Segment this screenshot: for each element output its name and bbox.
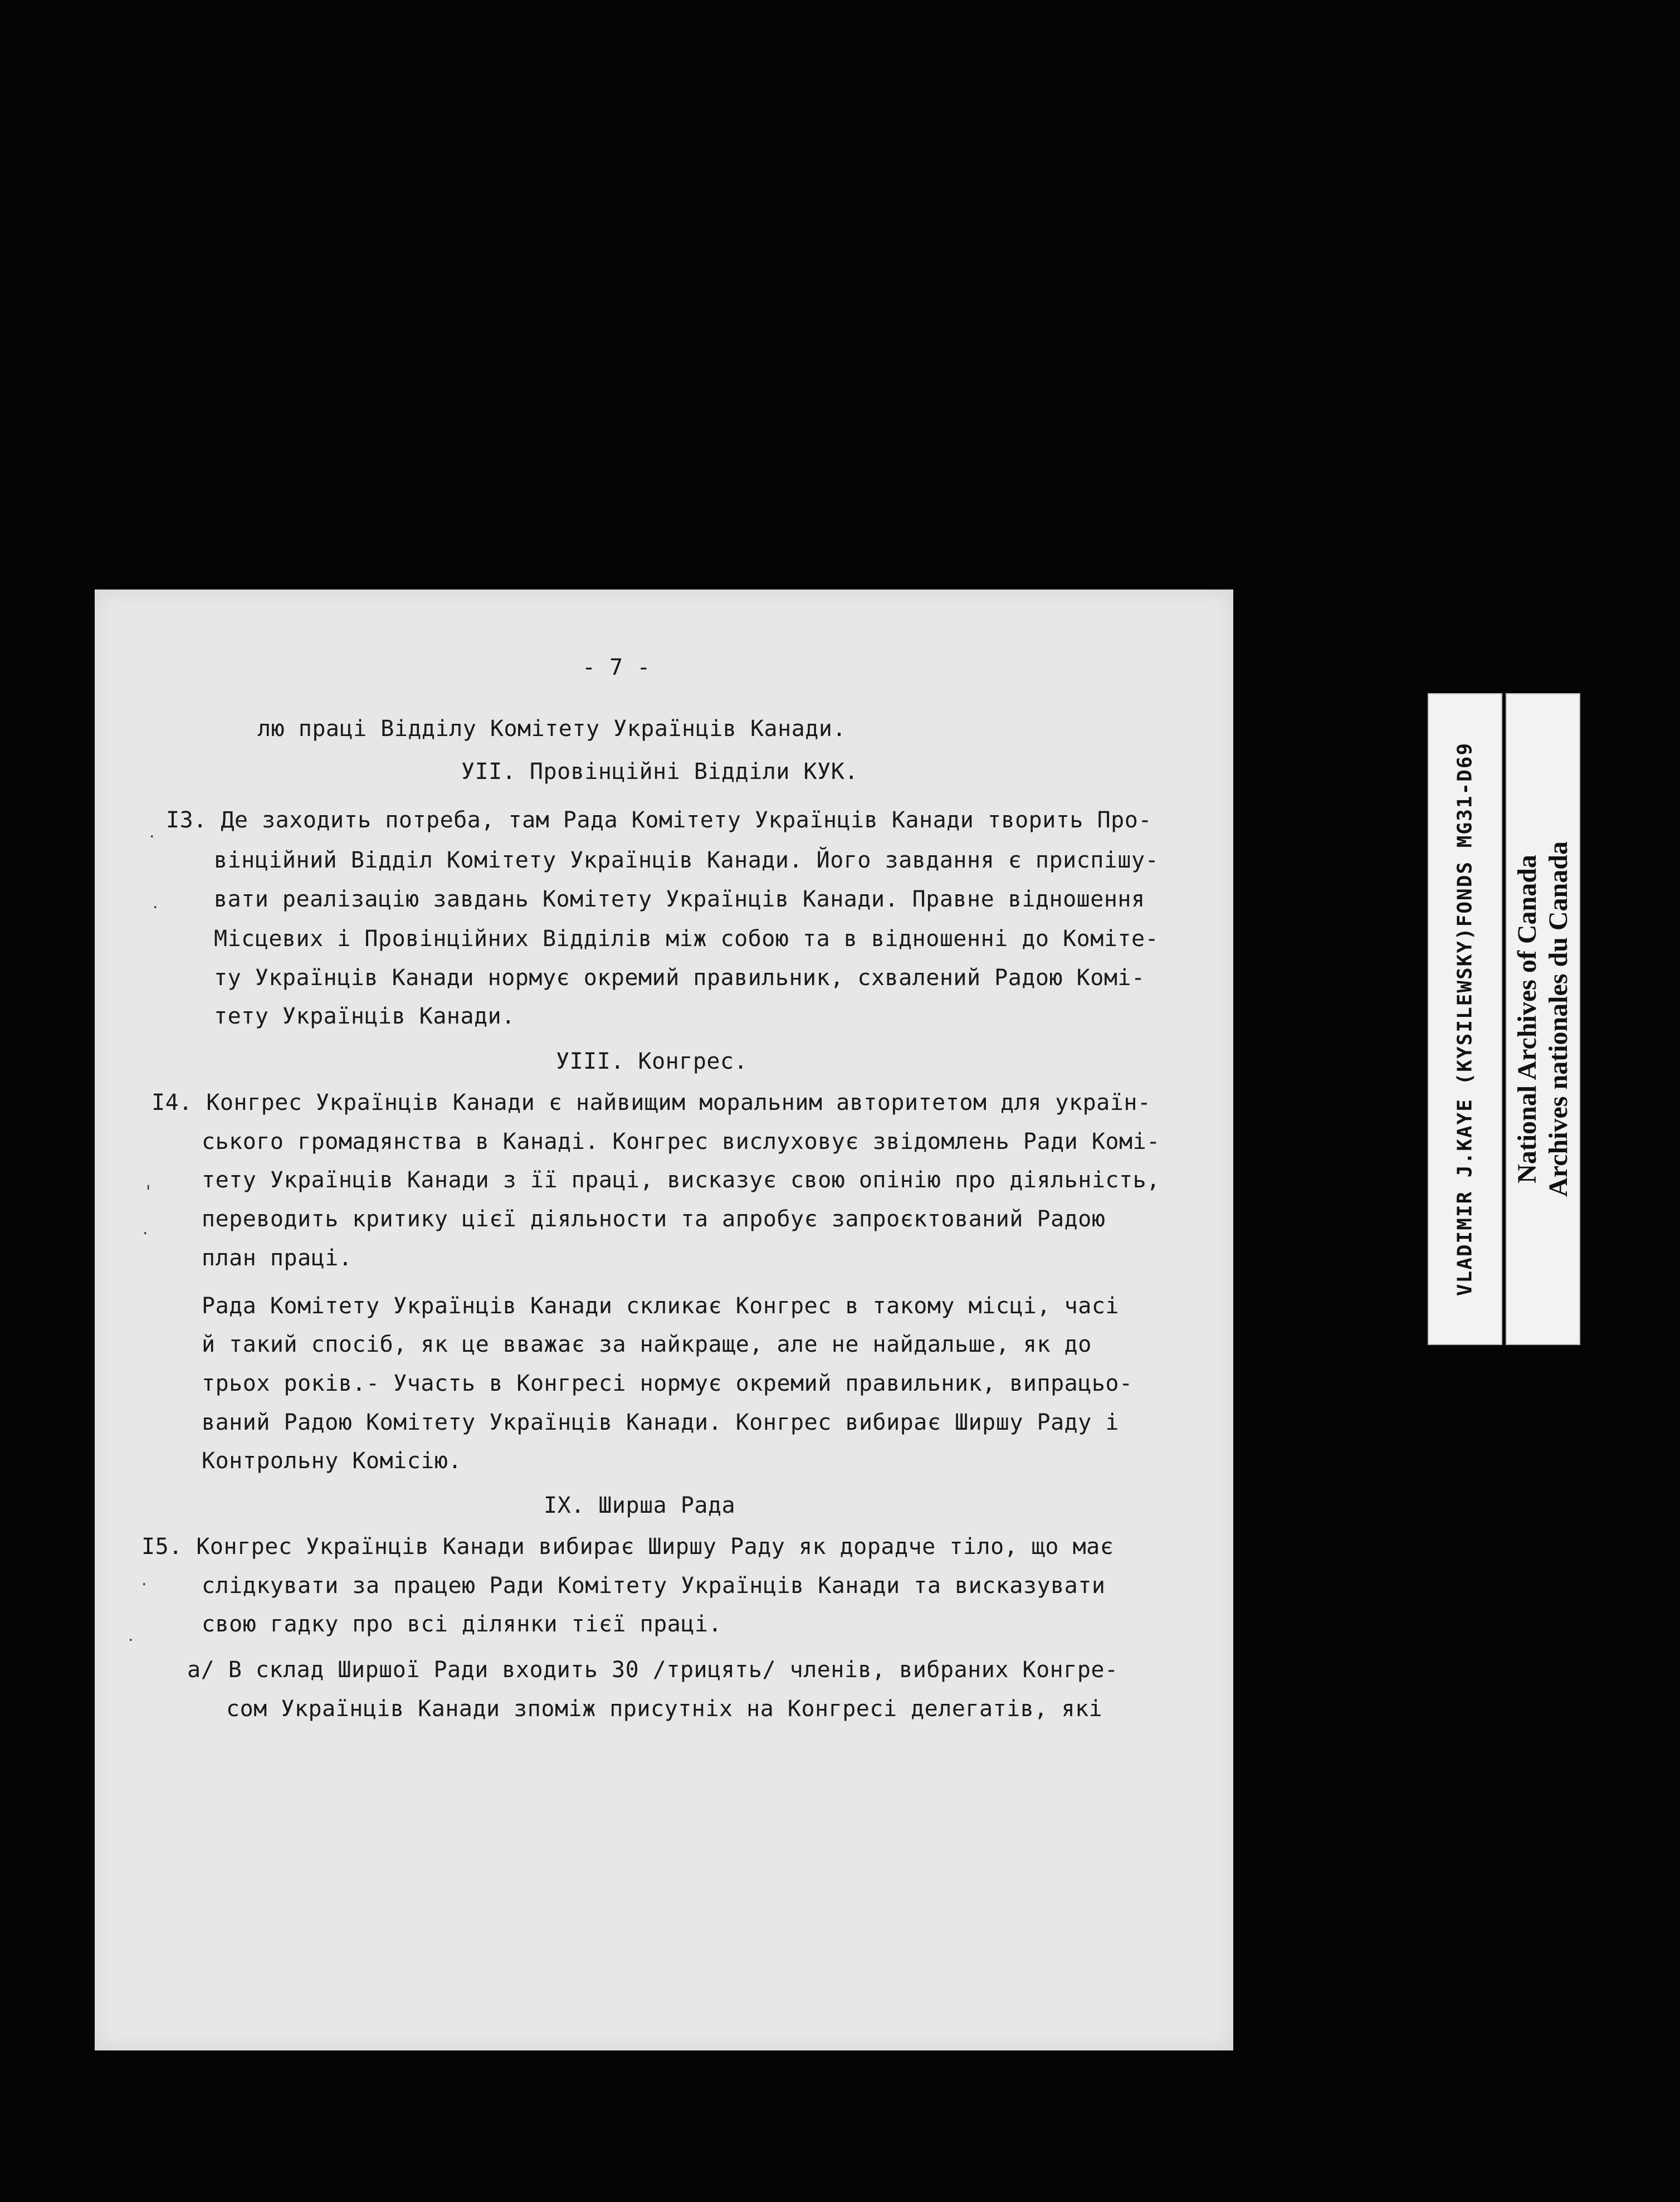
text-line: ваний Радою Комітету Українців Канади. Конгрес вибирає Ширшу Раду і (202, 1410, 1119, 1435)
text-line: тету Українців Канади. (214, 1003, 515, 1029)
text-line: Місцевих і Провінційних Відділів між собою та в відношенні до Коміте- (214, 926, 1159, 952)
text-line: й такий спосіб, як це вважає за найкраще, але не найдальше, як до (202, 1332, 1092, 1357)
fonds-label-text: VLADIMIR J.KAYE (KYSILEWSKY)FONDS MG31-D69 (1453, 742, 1477, 1297)
page-number: - 7 - (582, 655, 651, 680)
section-heading: УІІ. Провінційні Відділи КУК. (461, 759, 858, 785)
stray-mark: . (143, 1219, 148, 1239)
text-line: слідкувати за працею Ради Комітету Українців Канади та висказувати (202, 1573, 1106, 1599)
archive-label (1506, 693, 1580, 1345)
text-line: ІЗ. Де заходить потреба, там Рада Комітету Українців Канади творить Про- (166, 807, 1152, 833)
stray-mark: . (149, 822, 155, 842)
stray-mark: . (128, 1626, 134, 1645)
text-line: свою гадку про всі ділянки тієї праці. (202, 1611, 722, 1637)
section-heading: ІХ. Ширша Рада (544, 1493, 736, 1518)
text-line: лю праці Відділу Комітету Українців Канади. (257, 716, 847, 742)
text-line: вати реалізацію завдань Комітету Українців Канади. Правне відношення (214, 886, 1145, 912)
text-line: а/ В склад Ширшої Ради входить 30 /трицять/ членів, вибраних Конгре- (187, 1657, 1119, 1683)
text-line: Контрольну Комісію. (202, 1448, 462, 1474)
text-line: план праці. (202, 1245, 353, 1271)
text-line: І5. Конгрес Українців Канади вибирає Ширшу Раду як дорадче тіло, що має (141, 1534, 1114, 1560)
typewritten-page (95, 590, 1233, 2050)
text-line: ського громадянства в Канаді. Конгрес вислуховує звідомлень Ради Комі- (202, 1129, 1160, 1154)
archive-label-text (1512, 841, 1574, 1197)
text-line: сом Українців Канади зпоміж присутніх на Конгресі делегатів, які (226, 1696, 1103, 1722)
stray-mark: . (153, 893, 158, 913)
text-line: трьох років.- Участь в Конгресі нормує окремий правильник, випрацьо- (202, 1371, 1133, 1396)
stray-mark: ' (146, 1182, 151, 1202)
text-line: І4. Конгрес Українців Канади є найвищим моральним авторитетом для україн- (152, 1090, 1151, 1115)
fonds-label (1428, 693, 1502, 1345)
text-line: ту Українців Канади нормує окремий правильник, схвалений Радою Комі- (214, 965, 1145, 991)
text-line: переводить критику цієї діяльности та апробує запроєктований Радою (202, 1206, 1106, 1232)
stray-mark: . (141, 1570, 147, 1590)
archive-name-en: National Archives of Canada (1512, 855, 1542, 1183)
section-heading: УІІІ. Конгрес. (556, 1049, 748, 1074)
text-line: Рада Комітету Українців Канади скликає Конгрес в такому місці, часі (202, 1293, 1119, 1319)
text-line: тету Українців Канади з її праці, висказує свою опінію про діяльність, (202, 1167, 1160, 1193)
text-line: вінційний Відділ Комітету Українців Канади. Його завдання є приспішу- (214, 847, 1159, 873)
archive-name-fr: Archives nationales du Canada (1544, 841, 1573, 1197)
